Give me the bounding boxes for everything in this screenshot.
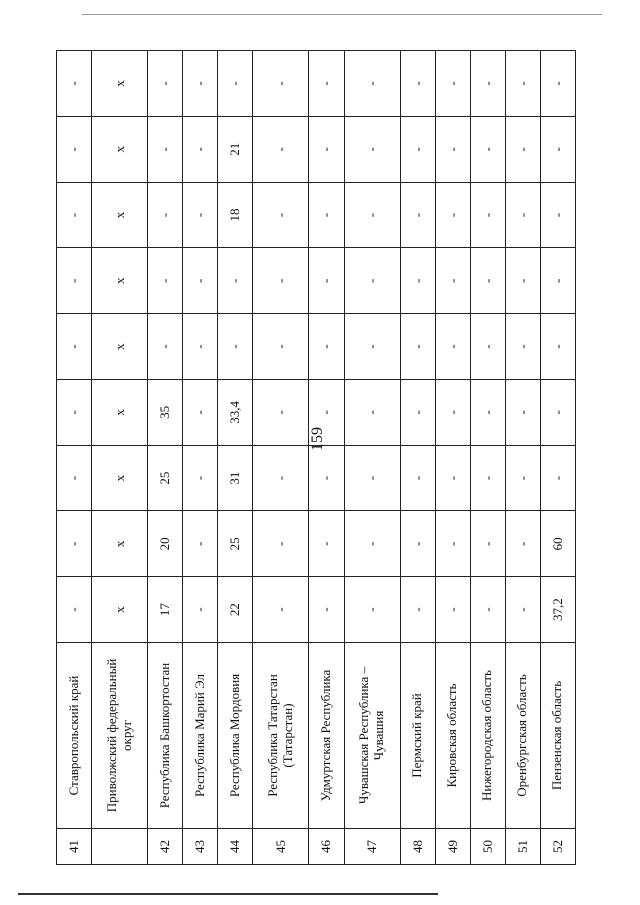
- table-cell: -: [309, 314, 344, 380]
- table-cell: -: [540, 379, 575, 445]
- table-cell: -: [183, 577, 218, 643]
- table-cell: -: [148, 182, 183, 248]
- table-cell: -: [344, 182, 400, 248]
- table-cell: -: [344, 379, 400, 445]
- table-cell: х: [92, 379, 148, 445]
- region-name: Ставропольский край: [57, 643, 92, 829]
- table-cell: 17: [148, 577, 183, 643]
- row-number: 47: [344, 829, 400, 865]
- table-cell: -: [344, 511, 400, 577]
- table-cell: 20: [148, 511, 183, 577]
- region-name: Пермский край: [400, 643, 435, 829]
- table-cell: -: [470, 577, 505, 643]
- table-row: [57, 51, 92, 865]
- table-cell: -: [253, 248, 309, 314]
- table-cell: -: [470, 445, 505, 511]
- region-name: Нижегородская область: [470, 643, 505, 829]
- row-number: 44: [218, 829, 253, 865]
- table-cell: -: [435, 379, 470, 445]
- table-row: [309, 51, 344, 865]
- table-cell: -: [400, 445, 435, 511]
- row-number: 46: [309, 829, 344, 865]
- table-cell: -: [540, 248, 575, 314]
- table-cell: -: [183, 511, 218, 577]
- table-row: [218, 51, 253, 865]
- region-name: Республика Марий Эл: [183, 643, 218, 829]
- table-row: [400, 51, 435, 865]
- table-cell: -: [435, 511, 470, 577]
- region-name: Чувашская Республика – Чувашия: [344, 643, 400, 829]
- table-cell: -: [309, 379, 344, 445]
- table-cell: х: [92, 511, 148, 577]
- table-cell: -: [470, 116, 505, 182]
- table-cell: 31: [218, 445, 253, 511]
- table-cell: 18: [218, 182, 253, 248]
- table-cell: х: [92, 314, 148, 380]
- region-name: Республика Мордовия: [218, 643, 253, 829]
- table-cell: -: [470, 51, 505, 117]
- table-cell: -: [344, 51, 400, 117]
- table-cell: -: [309, 445, 344, 511]
- table-cell: -: [253, 511, 309, 577]
- table-cell: -: [540, 445, 575, 511]
- region-name: Республика Татарстан (Татарстан): [253, 643, 309, 829]
- row-number: 48: [400, 829, 435, 865]
- table-cell: 60: [540, 511, 575, 577]
- table-cell: -: [435, 182, 470, 248]
- row-number: 43: [183, 829, 218, 865]
- table-cell: -: [505, 248, 540, 314]
- table-row: [183, 51, 218, 865]
- page-number: 159: [309, 427, 326, 451]
- table-cell: -: [400, 577, 435, 643]
- table-cell: -: [253, 445, 309, 511]
- table-cell: 33,4: [218, 379, 253, 445]
- table-cell: -: [344, 577, 400, 643]
- table-cell: -: [505, 577, 540, 643]
- table-cell: -: [183, 379, 218, 445]
- row-number: 42: [148, 829, 183, 865]
- table-cell: -: [400, 314, 435, 380]
- table-cell: -: [253, 314, 309, 380]
- row-number: 52: [540, 829, 575, 865]
- table-cell: -: [344, 314, 400, 380]
- region-name: Республика Башкортостан: [148, 643, 183, 829]
- table-cell: -: [400, 248, 435, 314]
- table-cell: -: [540, 182, 575, 248]
- table-cell: -: [148, 51, 183, 117]
- table-row: [253, 51, 309, 865]
- table-row: [470, 51, 505, 865]
- table-cell: -: [435, 577, 470, 643]
- table-cell: х: [92, 248, 148, 314]
- row-number: 45: [253, 829, 309, 865]
- table-cell: -: [540, 116, 575, 182]
- table-cell: -: [57, 379, 92, 445]
- table-cell: -: [57, 116, 92, 182]
- table-cell: -: [183, 116, 218, 182]
- table-cell: -: [183, 51, 218, 117]
- top-rule: [82, 14, 602, 15]
- table-cell: -: [253, 116, 309, 182]
- table-row: [540, 51, 575, 865]
- table-cell: -: [435, 314, 470, 380]
- table-cell: -: [218, 248, 253, 314]
- row-number: 50: [470, 829, 505, 865]
- table-cell: -: [148, 314, 183, 380]
- table-cell: -: [400, 182, 435, 248]
- table-cell: х: [92, 51, 148, 117]
- table-row: [344, 51, 400, 865]
- row-number: [92, 829, 148, 865]
- table-row: [435, 51, 470, 865]
- region-name: Кировская область: [435, 643, 470, 829]
- table-cell: -: [253, 379, 309, 445]
- table-cell: -: [309, 116, 344, 182]
- table-row-subgroup: [92, 51, 148, 865]
- table-cell: -: [505, 51, 540, 117]
- table-cell: -: [435, 51, 470, 117]
- table-cell: -: [309, 577, 344, 643]
- table-cell: -: [218, 314, 253, 380]
- table-cell: -: [470, 182, 505, 248]
- table-cell: -: [505, 511, 540, 577]
- table-cell: -: [540, 314, 575, 380]
- table-cell: -: [505, 445, 540, 511]
- table-cell: -: [344, 116, 400, 182]
- table-cell: -: [309, 182, 344, 248]
- table-cell: -: [57, 182, 92, 248]
- region-name: Удмуртская Республика: [309, 643, 344, 829]
- table-cell: -: [253, 51, 309, 117]
- table-cell: х: [92, 577, 148, 643]
- table-cell: 25: [148, 445, 183, 511]
- row-number: 41: [57, 829, 92, 865]
- table-cell: -: [148, 248, 183, 314]
- table-cell: 25: [218, 511, 253, 577]
- table-cell: -: [540, 51, 575, 117]
- table-cell: -: [470, 379, 505, 445]
- table-cell: х: [92, 445, 148, 511]
- table-cell: -: [57, 445, 92, 511]
- table-cell: -: [400, 116, 435, 182]
- table-cell: -: [57, 248, 92, 314]
- table-cell: -: [435, 445, 470, 511]
- rotated-table-container: [56, 50, 576, 865]
- table-cell: -: [470, 511, 505, 577]
- row-number: 49: [435, 829, 470, 865]
- table-cell: -: [505, 314, 540, 380]
- table-cell: 21: [218, 116, 253, 182]
- table-cell: -: [505, 116, 540, 182]
- table-cell: -: [57, 577, 92, 643]
- table-cell: -: [505, 182, 540, 248]
- table-cell: -: [344, 445, 400, 511]
- table-cell: -: [400, 51, 435, 117]
- table-cell: -: [505, 379, 540, 445]
- table-cell: -: [183, 314, 218, 380]
- table-cell: -: [400, 511, 435, 577]
- data-table: [56, 50, 576, 865]
- subgroup-name: Приволжский федеральный округ: [92, 643, 148, 829]
- region-name: Оренбургская область: [505, 643, 540, 829]
- table-cell: х: [92, 116, 148, 182]
- table-cell: -: [470, 248, 505, 314]
- table-cell: -: [183, 445, 218, 511]
- table-cell: -: [435, 248, 470, 314]
- table-row: [148, 51, 183, 865]
- table-cell: -: [218, 51, 253, 117]
- table-cell: 35: [148, 379, 183, 445]
- bottom-rule: [18, 893, 438, 895]
- table-cell: -: [57, 51, 92, 117]
- table-cell: -: [253, 182, 309, 248]
- table-body: [57, 51, 576, 865]
- table-cell: -: [183, 248, 218, 314]
- table-cell: 37,2: [540, 577, 575, 643]
- table-cell: -: [400, 379, 435, 445]
- table-cell: х: [92, 182, 148, 248]
- table-cell: -: [435, 116, 470, 182]
- region-name: Пензенская область: [540, 643, 575, 829]
- table-cell: -: [470, 314, 505, 380]
- table-cell: -: [148, 116, 183, 182]
- table-cell: -: [309, 248, 344, 314]
- table-cell: -: [309, 51, 344, 117]
- table-cell: -: [309, 511, 344, 577]
- row-number: 51: [505, 829, 540, 865]
- table-cell: -: [344, 248, 400, 314]
- table-cell: -: [57, 314, 92, 380]
- table-cell: -: [57, 511, 92, 577]
- table-row: [505, 51, 540, 865]
- table-cell: -: [183, 182, 218, 248]
- table-cell: -: [253, 577, 309, 643]
- table-cell: 22: [218, 577, 253, 643]
